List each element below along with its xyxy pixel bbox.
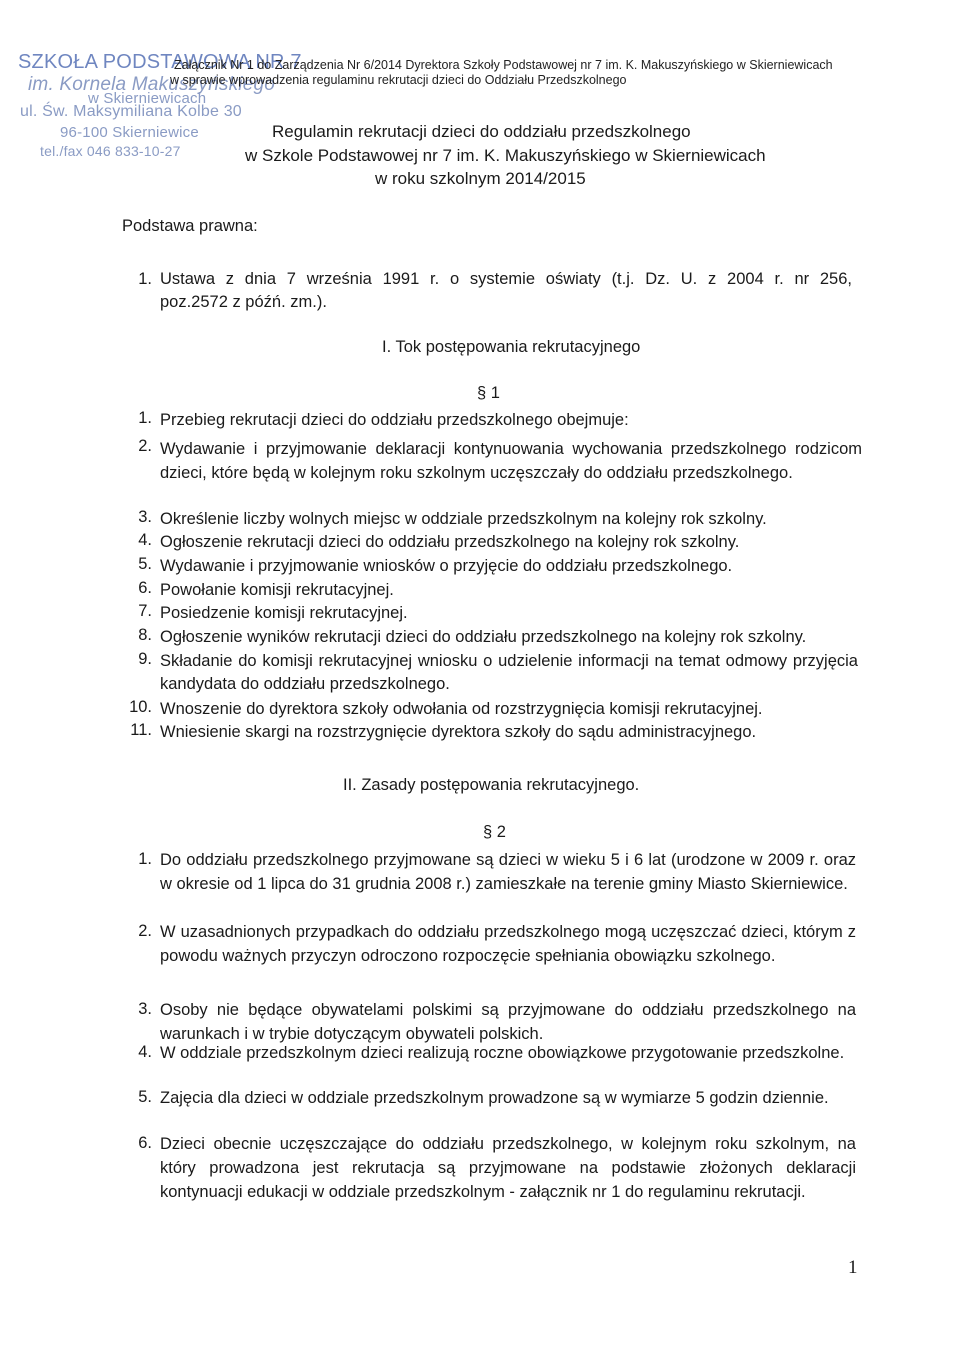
s1-item-text: Powołanie komisji rekrutacyjnej. [160,581,394,599]
s1-item-num: 5. [138,555,152,573]
s2-item-num: 6. [138,1134,152,1152]
s1-item-num: 8. [138,626,152,644]
attachment-note-line1: Załącznik Nr 1 do Zarządzenia Nr 6/2014 Dyrektora Szkoły Podstawowej nr 7 im. K. Makuszyńskiego w Skierniewicach [174,58,833,72]
section1-paragraph-mark: § 1 [477,384,500,402]
attachment-note-line2: w sprawie wprowadzenia regulaminu rekrutacji dzieci do Oddziału Przedszkolnego [170,73,627,87]
stamp-patron: im. Kornela Makuszyńskiego [28,74,276,95]
document-title-line2: w Szkole Podstawowej nr 7 im. K. Makuszyńskiego w Skierniewicach [245,146,766,165]
document-title-line3: w roku szkolnym 2014/2015 [375,169,586,188]
s1-item-num: 6. [138,579,152,597]
section2-paragraph-mark: § 2 [483,823,506,841]
stamp-city: w Skierniewicach [88,90,207,107]
page-number: 1 [848,1257,858,1278]
s1-item-text: Ogłoszenie rekrutacji dzieci do oddziału przedszkolnego na kolejny rok szkolny. [160,533,740,551]
s2-item-text: W oddziale przedszkolnym dzieci realizują roczne obowiązkowe przygotowanie przedszkolne. [160,1044,845,1062]
stamp-phone: tel./fax 046 833-10-27 [40,143,181,159]
stamp-postal: 96-100 Skierniewice [60,124,199,141]
s2-item-text: W uzasadnionych przypadkach do oddziału przedszkolnego mogą uczęszczać dzieci, którym z powodu ważnych przyczyn odroczono rozpoczęcie spełniania obowiązku szkolnego. [160,923,856,965]
s1-item-num: 10. [129,698,152,716]
s2-item-num: 3. [138,1000,152,1018]
s1-item-text: Wydawanie i przyjmowanie deklaracji kontynuowania wychowania przedszkolnego rodzicom dzieci, które będą w kolejnym roku szkolnym uczęszczały do oddziału przedszkolnego. [160,440,862,482]
s2-item-num: 5. [138,1088,152,1106]
section1-heading: I. Tok postępowania rekrutacyjnego [382,338,641,356]
stamp-school-name: SZKOŁA PODSTAWOWA NR 7 [18,51,302,73]
s1-item-num: 1. [138,409,152,427]
s2-item-text: Zajęcia dla dzieci w oddziale przedszkolnym prowadzone są w wymiarze 5 godzin dziennie. [160,1089,829,1107]
legal-basis-heading: Podstawa prawna: [122,217,258,235]
s2-item-text: Dzieci obecnie uczęszczające do oddziału przedszkolnego, w kolejnym roku szkolnym, na który prowadzona jest rekrutacja są przyjmowane na podstawie złożonych deklaracji kontynuacji edukacji w oddziale przedszkolnym - załącznik nr 1 do regulaminu rekrutacji. [160,1135,856,1201]
legal-basis-item-line2: poz.2572 z późń. zm.). [160,293,327,311]
s1-item-text: Wydawanie i przyjmowanie wniosków o przyjęcie do oddziału przedszkolnego. [160,557,733,575]
s1-item-num: 7. [138,602,152,620]
s1-item-text: Wnoszenie do dyrektora szkoły odwołania od rozstrzygnięcia komisji rekrutacyjnej. [160,700,763,718]
s2-item-num: 4. [138,1043,152,1061]
s2-item-num: 1. [138,850,152,868]
s1-item-num: 4. [138,531,152,549]
s1-item-num: 9. [138,650,152,668]
s2-item-text: Osoby nie będące obywatelami polskimi są przyjmowane do oddziału przedszkolnego na warunkach i w trybie dotyczącym obywateli polskich. [160,1001,856,1043]
stamp-street: ul. Św. Maksymiliana Kolbe 30 [20,103,242,120]
s1-item-num: 3. [138,508,152,526]
s1-item-text: Wniesienie skargi na rozstrzygnięcie dyrektora szkoły do sądu administracyjnego. [160,723,757,741]
s1-item-num: 11. [130,721,152,739]
document-title-line1: Regulamin rekrutacji dzieci do oddziału przedszkolnego [272,122,691,141]
s1-item-text: Określenie liczby wolnych miejsc w oddziale przedszkolnym na kolejny rok szkolny. [160,510,767,528]
legal-basis-item-number: 1. [138,270,152,288]
s1-item-num: 2. [138,437,152,455]
s1-item-text: Ogłoszenie wyników rekrutacji dzieci do oddziału przedszkolnego na kolejny rok szkolny. [160,628,807,646]
s1-item-text: Przebieg rekrutacji dzieci do oddziału przedszkolnego obejmuje: [160,411,629,429]
legal-basis-item-line1: Ustawa z dnia 7 września 1991 r. o systemie oświaty (t.j. Dz. U. z 2004 r. nr 256, [160,270,852,288]
s1-item-text: Posiedzenie komisji rekrutacyjnej. [160,604,408,622]
s2-item-num: 2. [138,922,152,940]
section2-heading: II. Zasady postępowania rekrutacyjnego. [343,776,640,794]
s2-item-text: Do oddziału przedszkolnego przyjmowane są dzieci w wieku 5 i 6 lat (urodzone w 2009 r. oraz w okresie od 1 lipca do 31 grudnia 2008 r.) zamieszkałe na terenie gminy Miasto Skierniewice. [160,851,856,893]
s1-item-text: Składanie do komisji rekrutacyjnej wniosku o udzielenie informacji na temat odmowy przyjęcia kandydata do oddziału przedszkolnego. [160,652,858,693]
